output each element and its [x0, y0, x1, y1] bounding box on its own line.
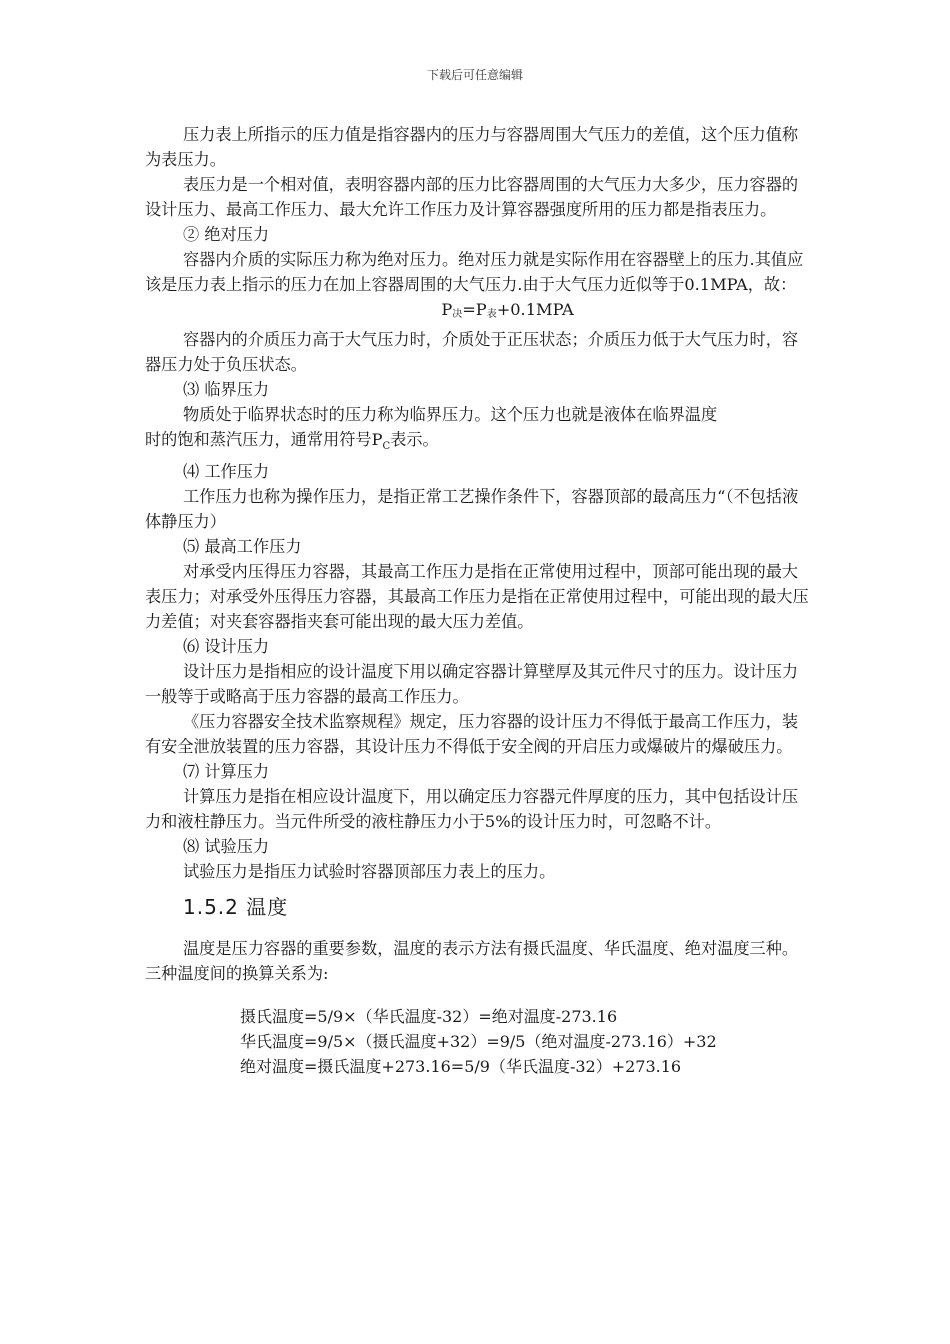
paragraph-gauge-pressure: 压力表上所指示的压力值是指容器内的压力与容器周围大气压力的差值，这个压力值称为表压力。 — [145, 125, 799, 169]
heading-test-pressure: ⑻ 试验压力 — [183, 837, 270, 857]
heading-working-pressure: ⑷ 工作压力 — [183, 462, 270, 482]
document-body — [145, 122, 810, 1079]
formula-fahrenheit: 华氏温度=9/5×（摄氏温度+32）=9/5（绝对温度-273.16）+32 — [240, 1032, 717, 1052]
page-header: 下载后可任意编辑 — [426, 68, 523, 82]
formula-celsius: 摄氏温度=5/9×（华氏温度-32）=绝对温度-273.16 — [240, 1007, 618, 1027]
paragraph-critical-b: 时的饱和蒸汽压力，通常用符号$P_C$表示。 — [145, 430, 439, 453]
paragraph-absolute-pressure: 容器内介质的实际压力称为绝对压力。绝对压力就是实际作用在容器壁上的压力.其值应该是压力表上指示的压力在加上容器周围的大气压力.由于大气压力近似等于0.1MPA，故： — [145, 250, 804, 294]
paragraph-design-pressure: 设计压力是指相应的设计温度下用以确定容器计算壁厚及其元件尺寸的压力。设计压力一般等于或略高于压力容器的最高工作压力。 — [145, 662, 799, 707]
equation-absolute-pressure: $P_决=P_表+0.1MPA$ — [441, 300, 574, 320]
paragraph-calculation-pressure: 计算压力是指在相应设计温度下，用以确定压力容器元件厚度的压力，其中包括设计压力和液柱静压力。当元件所受的液柱静压力小于5%的设计压力时，可忽略不计。 — [145, 787, 799, 832]
heading-critical-pressure: ⑶ 临界压力 — [183, 380, 270, 399]
temperature-formulas — [145, 1004, 810, 1079]
paragraph-max-working-pressure: 对承受内压得压力容器，其最高工作压力是指在正常使用过程中，顶部可能出现的最大表压力；对承受外压得压力容器，其最高工作压力是指在正常使用过程中，可能出现的最大压力差值；对夹套容器指夹套可能出现的最大压力差值。 — [145, 562, 809, 632]
paragraph-positive-negative: 容器内的介质压力高于大气压力时，介质处于正压状态；介质压力低于大气压力时，容器压力处于负压状态。 — [145, 330, 799, 374]
heading-design-pressure: ⑹ 设计压力 — [183, 637, 270, 657]
paragraph-regulation: 《压力容器安全技术监察规程》规定，压力容器的设计压力不得低于最高工作压力，装有安全泄放装置的压力容器，其设计压力不得低于安全阀的开启压力或爆破片的爆破压力。 — [145, 712, 799, 757]
heading-calculation-pressure: ⑺ 计算压力 — [183, 762, 270, 782]
paragraph-relative-value: 表压力是一个相对值，表明容器内部的压力比容器周围的大气压力大多少，压力容器的设计压力、最高工作压力、最大允许工作压力及计算容器强度所用的压力都是指表压力。 — [145, 175, 799, 219]
paragraph-critical-a: 物质处于临界状态时的压力称为临界压力。这个压力也就是液体在临界温度 — [183, 405, 718, 424]
heading-absolute-pressure: ② 绝对压力 — [183, 225, 270, 244]
paragraph-working-pressure: 工作压力也称为操作压力，是指正常工艺操作条件下，容器顶部的最高压力“（不包括液体静压力） — [145, 487, 799, 532]
paragraph-test-pressure: 试验压力是指压力试验时容器顶部压力表上的压力。 — [183, 862, 556, 882]
heading-max-working-pressure: ⑸ 最高工作压力 — [183, 537, 302, 557]
paragraph-temperature: 温度是压力容器的重要参数，温度的表示方法有摄氏温度、华氏温度、绝对温度三种。 三种温度间的换算关系为: — [145, 939, 799, 984]
section-heading-temperature: 1.5.2 温度 — [183, 895, 289, 920]
formula-absolute: 绝对温度=摄氏温度+273.16=5/9（华氏温度-32）+273.16 — [240, 1057, 682, 1077]
